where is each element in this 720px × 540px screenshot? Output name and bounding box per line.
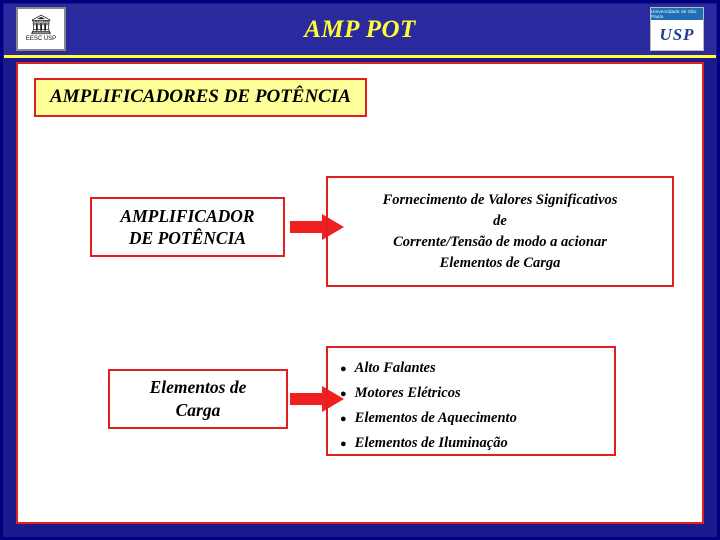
- usp-logo-band: Universidade de São Paulo: [651, 8, 703, 20]
- logo-left-caption: EESC USP: [25, 35, 57, 42]
- amplifier-box: [90, 197, 285, 257]
- amplifier-box-line2: DE POTÊNCIA: [128, 228, 247, 248]
- list-item: [340, 381, 614, 406]
- building-columns-icon: 🏛: [28, 14, 54, 36]
- load-elements-line2: Carga: [175, 400, 221, 420]
- bullet-icon: ●: [340, 413, 347, 425]
- list-item-label: Elementos de Iluminação: [354, 435, 508, 451]
- slide-header-bar: [4, 4, 716, 58]
- load-elements-box: [108, 369, 288, 429]
- bullet-icon: ●: [340, 438, 347, 450]
- slide-content-panel: [16, 62, 704, 524]
- list-item-label: Motores Elétricos: [354, 385, 461, 401]
- amplifier-description-line3: Corrente/Tensão de modo a acionar: [393, 233, 607, 250]
- amplifier-description-line4: Elementos de Carga: [439, 254, 561, 271]
- bullet-icon: ●: [340, 363, 347, 375]
- slide-heading: AMPLIFICADORES DE POTÊNCIA: [34, 78, 367, 117]
- list-item: [340, 431, 614, 456]
- list-item-label: Alto Falantes: [354, 360, 436, 376]
- list-item: [340, 406, 614, 431]
- list-item-label: Elementos de Aquecimento: [354, 410, 517, 426]
- usp-logo-text: USP: [659, 25, 695, 44]
- load-elements-list-box: [326, 346, 616, 456]
- amplifier-description-line1: Fornecimento de Valores Significativos: [382, 191, 618, 208]
- amplifier-description-box: [326, 176, 674, 287]
- eesc-usp-logo: [16, 7, 66, 51]
- usp-logo: [650, 7, 704, 51]
- list-item: [340, 356, 614, 381]
- page-title: AMP POT: [304, 15, 416, 43]
- amplifier-box-line1: AMPLIFICADOR: [120, 206, 255, 226]
- bullet-icon: ●: [340, 388, 347, 400]
- amplifier-description-line2: de: [493, 212, 507, 229]
- load-elements-line1: Elementos de: [149, 377, 247, 397]
